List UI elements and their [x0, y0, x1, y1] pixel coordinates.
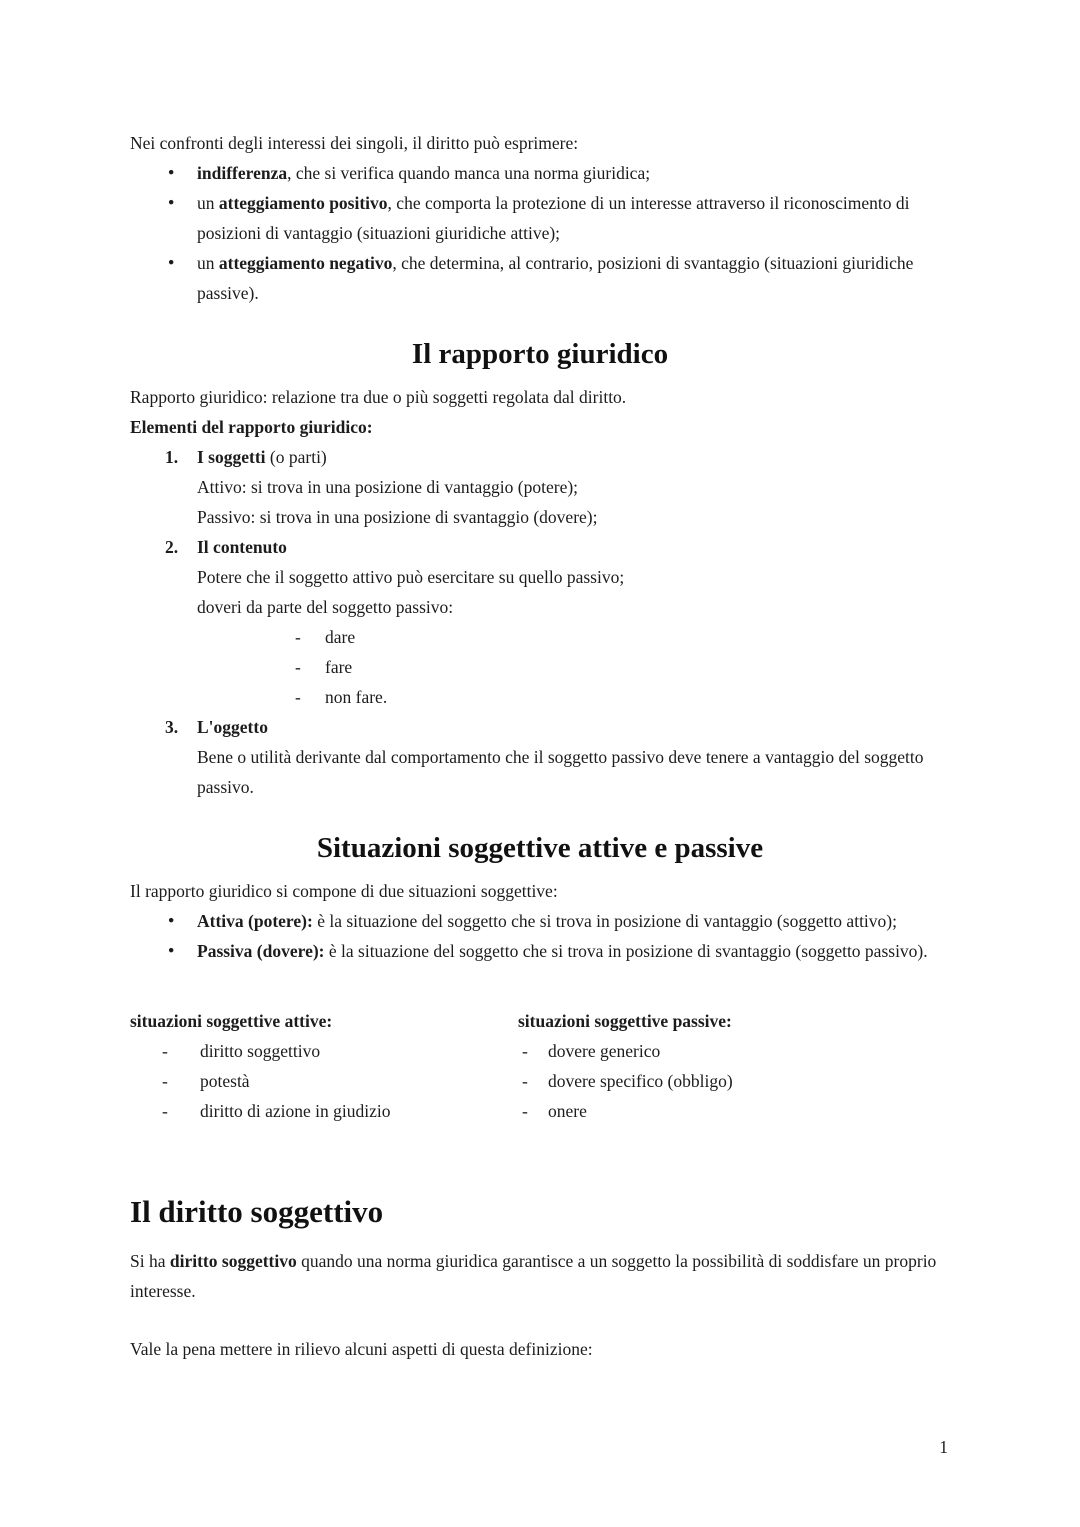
page-number: 1 — [939, 1437, 948, 1457]
dash-marker: - — [295, 627, 301, 647]
list-item — [130, 622, 950, 652]
list-item — [130, 906, 950, 936]
column-header: situazioni soggettive passive: — [518, 1011, 732, 1031]
list-item — [130, 1096, 518, 1126]
dash-marker: - — [162, 1041, 168, 1061]
list-item — [518, 1036, 950, 1066]
list-item — [130, 1036, 518, 1066]
list-item-detail: Bene o utilità derivante dal comportamento che il soggetto passivo deve tenere a vantaggio del soggetto passivo. — [197, 747, 924, 797]
bullet-icon: ● — [168, 945, 175, 956]
list-item-detail: Passivo: si trova in una posizione di svantaggio (dovere); — [197, 507, 598, 527]
list-item-detail: Potere che il soggetto attivo può esercitare su quello passivo; — [197, 567, 625, 587]
list-number: 2. — [165, 537, 179, 557]
list-item — [130, 158, 950, 188]
list-item-detail: Attivo: si trova in una posizione di vantaggio (potere); — [197, 477, 579, 497]
dash-marker: - — [522, 1101, 528, 1121]
list-number: 1. — [165, 447, 179, 467]
list-item-detail: doveri da parte del soggetto passivo: — [197, 597, 454, 617]
list-item-text: L'oggetto — [197, 717, 268, 737]
list-item — [130, 188, 950, 248]
list-item-text: diritto soggettivo — [200, 1041, 321, 1061]
bullet-icon: ● — [168, 257, 175, 268]
list-item-text: dovere specifico (obbligo) — [548, 1071, 733, 1091]
rapporto-definition: Rapporto giuridico: relazione tra due o più soggetti regolata dal diritto. — [130, 387, 627, 407]
list-item — [518, 1066, 950, 1096]
list-item-text: I soggetti (o parti) — [197, 447, 327, 467]
list-item-text: dovere generico — [548, 1041, 661, 1061]
diritto-paragraph: Si ha diritto soggettivo quando una norma giuridica garantisce a un soggetto la possibilità di soddisfare un proprio interesse. — [130, 1251, 937, 1301]
diritto-note: Vale la pena mettere in rilievo alcuni aspetti di questa definizione: — [130, 1339, 593, 1359]
column-situazioni-attive — [130, 1006, 518, 1126]
list-item — [130, 248, 950, 308]
bullet-icon: ● — [168, 915, 175, 926]
list-item-text: dare — [325, 627, 356, 647]
list-item — [518, 1096, 950, 1126]
list-item — [130, 442, 950, 472]
situazioni-lead: Il rapporto giuridico si compone di due situazioni soggettive: — [130, 881, 558, 901]
list-item — [130, 532, 950, 562]
list-item — [130, 1066, 518, 1096]
list-item-text: Passiva (dovere): è la situazione del soggetto che si trova in posizione di svantaggio (soggetto passivo). — [197, 941, 928, 961]
intro-lead: Nei confronti degli interessi dei singoli, il diritto può esprimere: — [130, 133, 579, 153]
list-item-text: potestà — [200, 1071, 250, 1091]
list-number: 3. — [165, 717, 179, 737]
list-item-text: fare — [325, 657, 353, 677]
dash-marker: - — [295, 657, 301, 677]
list-item-text: un atteggiamento positivo, che comporta la protezione di un interesse attraverso il riconoscimento di posizioni di vantaggio (situazioni giuridiche attive); — [197, 193, 910, 243]
dash-marker: - — [162, 1101, 168, 1121]
section-heading-diritto-soggettivo: Il diritto soggettivo — [130, 1194, 384, 1229]
list-item — [130, 682, 950, 712]
section-heading-rapporto-giuridico: Il rapporto giuridico — [411, 338, 669, 370]
list-item — [130, 652, 950, 682]
dash-marker: - — [522, 1071, 528, 1091]
bullet-icon: ● — [168, 167, 175, 178]
list-item-text: diritto di azione in giudizio — [200, 1101, 391, 1121]
dash-marker: - — [522, 1041, 528, 1061]
list-item-text: indifferenza, che si verifica quando manca una norma giuridica; — [197, 163, 651, 183]
column-header: situazioni soggettive attive: — [130, 1011, 333, 1031]
list-item-text: onere — [548, 1101, 587, 1121]
list-item-text: Attiva (potere): è la situazione del soggetto che si trova in posizione di vantaggio (soggetto attivo); — [197, 911, 897, 931]
dash-marker: - — [295, 687, 301, 707]
comparison-columns — [130, 1006, 950, 1126]
list-item-text: Il contenuto — [197, 537, 287, 557]
rapporto-elements-heading: Elementi del rapporto giuridico: — [130, 417, 373, 437]
list-item — [130, 712, 950, 742]
list-item-text: non fare. — [325, 687, 388, 707]
column-situazioni-passive — [518, 1006, 950, 1126]
list-item-text: un atteggiamento negativo, che determina, al contrario, posizioni di svantaggio (situazioni giuridiche passive). — [197, 253, 914, 303]
dash-marker: - — [162, 1071, 168, 1091]
list-item — [130, 936, 950, 966]
section-heading-situazioni: Situazioni soggettive attive e passive — [316, 832, 764, 864]
bullet-icon: ● — [168, 197, 175, 208]
